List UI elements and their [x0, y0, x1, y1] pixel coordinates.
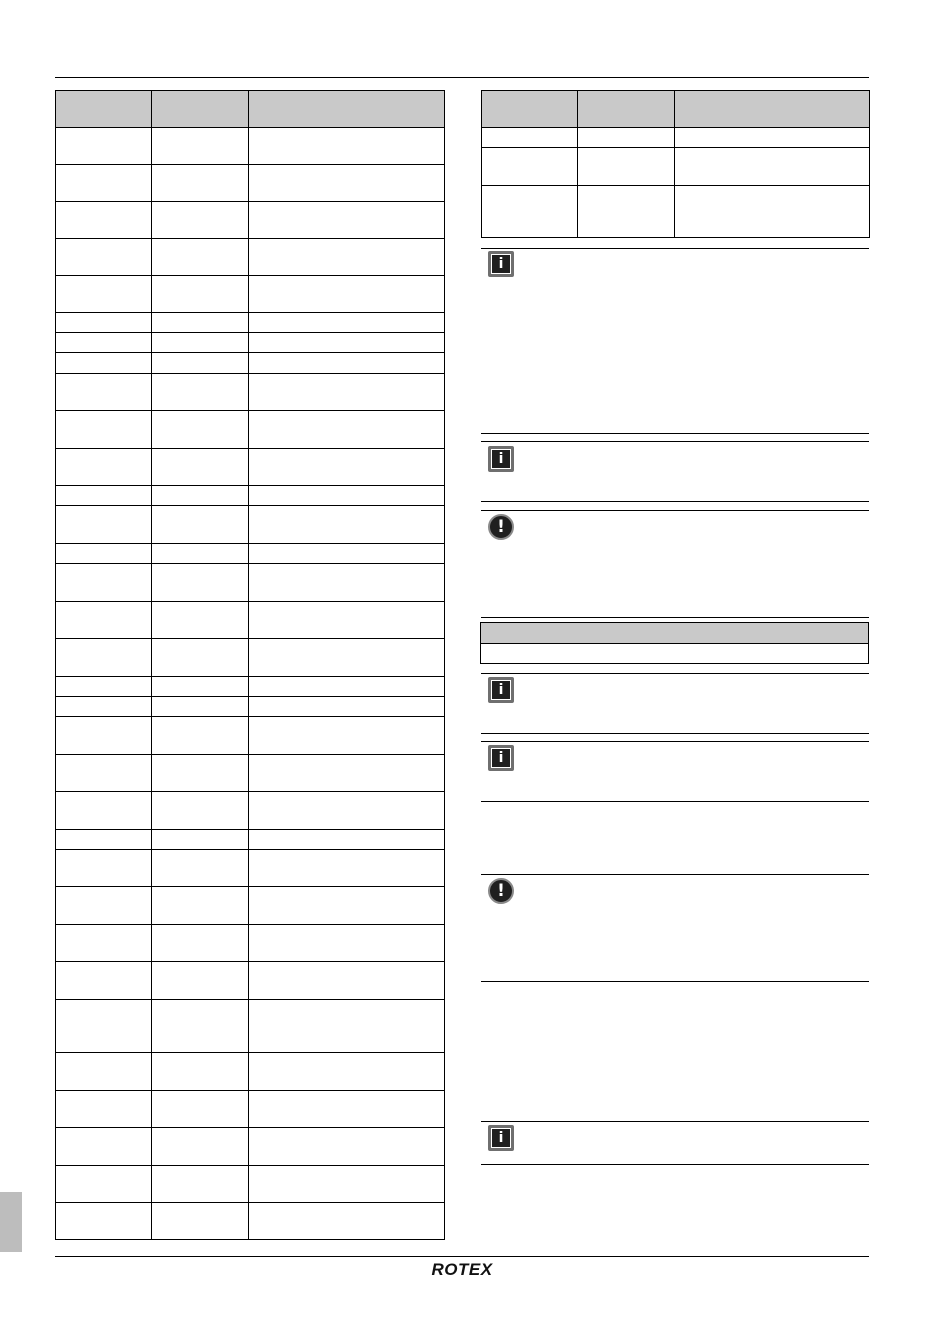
table-cell — [249, 755, 445, 792]
note-bottom-rule — [481, 801, 869, 802]
table-cell — [56, 165, 152, 202]
header-cell — [56, 91, 152, 128]
table-cell — [249, 374, 445, 411]
table-cell — [249, 830, 445, 850]
info-icon: i — [488, 745, 514, 771]
table-cell — [152, 544, 249, 564]
table-cell — [152, 128, 249, 165]
table-cell — [249, 639, 445, 677]
table-cell — [249, 1091, 445, 1128]
table-cell — [249, 1203, 445, 1240]
info-icon: i — [488, 1125, 514, 1151]
note-top-rule — [481, 510, 869, 511]
parameter-table-left — [55, 90, 445, 1240]
table-cell — [249, 887, 445, 925]
table-row — [482, 186, 870, 238]
table-cell — [152, 602, 249, 639]
table-cell — [249, 333, 445, 353]
section-heading-row — [480, 643, 869, 664]
table-row — [56, 755, 445, 792]
table-row — [56, 1203, 445, 1240]
section-heading-bar — [480, 622, 869, 644]
table-cell — [56, 1166, 152, 1203]
table-cell — [56, 1203, 152, 1240]
table-cell — [249, 411, 445, 449]
table-cell — [152, 830, 249, 850]
info-icon: i — [488, 677, 514, 703]
warning-icon: ! — [488, 878, 514, 904]
info-icon: i — [488, 446, 514, 472]
table-cell — [152, 925, 249, 962]
table-row — [56, 564, 445, 602]
note-top-rule — [481, 441, 869, 442]
table-cell — [56, 1128, 152, 1166]
note-bottom-rule — [481, 501, 869, 502]
table-cell — [249, 717, 445, 755]
table-row — [56, 544, 445, 564]
table-row — [56, 449, 445, 486]
header-cell — [152, 91, 249, 128]
table-cell — [56, 602, 152, 639]
table-cell — [249, 165, 445, 202]
table-cell — [152, 1166, 249, 1203]
table-cell — [152, 353, 249, 374]
table-row — [56, 411, 445, 449]
table-cell — [249, 697, 445, 717]
table-cell — [56, 792, 152, 830]
table-cell — [56, 830, 152, 850]
table-cell — [249, 486, 445, 506]
table-cell — [249, 128, 445, 165]
table-cell — [56, 128, 152, 165]
table-cell — [56, 677, 152, 697]
table-row — [56, 239, 445, 276]
table-row — [56, 202, 445, 239]
table-row — [56, 1166, 445, 1203]
table-header-row — [482, 91, 870, 128]
table-cell — [56, 544, 152, 564]
table-cell — [249, 602, 445, 639]
table-cell — [152, 1053, 249, 1091]
note-bottom-rule — [481, 733, 869, 734]
table-cell — [152, 449, 249, 486]
table-cell — [152, 962, 249, 1000]
table-cell — [249, 353, 445, 374]
top-rule — [55, 77, 869, 78]
header-cell — [249, 91, 445, 128]
table-row — [56, 830, 445, 850]
table-cell — [249, 792, 445, 830]
table-cell — [249, 202, 445, 239]
table-cell — [152, 755, 249, 792]
header-cell — [578, 91, 675, 128]
table-cell — [152, 697, 249, 717]
table-cell — [56, 276, 152, 313]
footer-rule — [55, 1256, 869, 1257]
info-icon: i — [488, 251, 514, 277]
table-cell — [56, 1053, 152, 1091]
table-cell — [152, 1000, 249, 1053]
table-cell — [56, 564, 152, 602]
table-row — [56, 276, 445, 313]
table-cell — [152, 165, 249, 202]
warning-icon: ! — [488, 514, 514, 540]
table-row — [56, 717, 445, 755]
table-cell — [249, 544, 445, 564]
note-bottom-rule — [481, 433, 869, 434]
table-cell — [56, 1000, 152, 1053]
table-cell — [152, 276, 249, 313]
table-row — [56, 1053, 445, 1091]
table-cell — [56, 239, 152, 276]
table-cell — [152, 1091, 249, 1128]
table-row — [56, 353, 445, 374]
table-cell — [152, 333, 249, 353]
table-cell — [152, 677, 249, 697]
table-cell — [482, 186, 578, 238]
note-top-rule — [481, 673, 869, 674]
table-row — [56, 1128, 445, 1166]
table-cell — [152, 239, 249, 276]
table-cell — [152, 850, 249, 887]
table-cell — [56, 1091, 152, 1128]
table-cell — [56, 353, 152, 374]
note-top-rule — [481, 741, 869, 742]
table-cell — [56, 850, 152, 887]
header-cell — [675, 91, 870, 128]
table-cell — [249, 1000, 445, 1053]
table-cell — [152, 486, 249, 506]
table-cell — [152, 1128, 249, 1166]
table-row — [482, 128, 870, 148]
table-cell — [249, 313, 445, 333]
table-row — [56, 1000, 445, 1053]
table-row — [56, 677, 445, 697]
table-row — [56, 697, 445, 717]
table-cell — [249, 1128, 445, 1166]
table-row — [56, 962, 445, 1000]
table-row — [56, 165, 445, 202]
table-row — [56, 850, 445, 887]
table-cell — [675, 128, 870, 148]
table-cell — [152, 374, 249, 411]
table-cell — [249, 850, 445, 887]
table-row — [56, 639, 445, 677]
table-cell — [675, 148, 870, 186]
table-cell — [249, 1053, 445, 1091]
table-row — [56, 374, 445, 411]
table-row — [56, 313, 445, 333]
table-cell — [56, 887, 152, 925]
table-cell — [56, 962, 152, 1000]
note-top-rule — [481, 1121, 869, 1122]
table-cell — [482, 148, 578, 186]
table-cell — [152, 202, 249, 239]
table-header-row — [56, 91, 445, 128]
table-cell — [249, 564, 445, 602]
note-bottom-rule — [481, 617, 869, 618]
table-cell — [249, 506, 445, 544]
table-cell — [578, 186, 675, 238]
note-bottom-rule — [481, 981, 869, 982]
table-cell — [249, 1166, 445, 1203]
table-cell — [152, 411, 249, 449]
table-cell — [152, 792, 249, 830]
table-cell — [56, 486, 152, 506]
table-row — [56, 925, 445, 962]
rotex-logo: ROTEX — [431, 1260, 493, 1279]
table-cell — [152, 506, 249, 544]
table-row — [56, 887, 445, 925]
table-cell — [56, 411, 152, 449]
table-cell — [578, 128, 675, 148]
table-row — [56, 486, 445, 506]
table-cell — [152, 564, 249, 602]
header-cell — [482, 91, 578, 128]
parameter-table-right — [481, 90, 870, 238]
table-row — [482, 148, 870, 186]
table-cell — [249, 449, 445, 486]
table-cell — [152, 1203, 249, 1240]
table-row — [56, 333, 445, 353]
table-cell — [56, 333, 152, 353]
table-cell — [482, 128, 578, 148]
table-cell — [675, 186, 870, 238]
table-cell — [249, 925, 445, 962]
table-cell — [56, 449, 152, 486]
table-cell — [56, 925, 152, 962]
table-cell — [56, 202, 152, 239]
table-cell — [152, 313, 249, 333]
table-cell — [56, 755, 152, 792]
table-row — [56, 128, 445, 165]
note-bottom-rule — [481, 1164, 869, 1165]
table-cell — [56, 717, 152, 755]
note-top-rule — [481, 874, 869, 875]
table-cell — [56, 639, 152, 677]
table-row — [56, 792, 445, 830]
table-cell — [249, 677, 445, 697]
table-row — [56, 506, 445, 544]
chapter-side-tab — [0, 1192, 22, 1252]
table-cell — [56, 697, 152, 717]
table-row — [56, 1091, 445, 1128]
table-cell — [249, 239, 445, 276]
table-row — [56, 602, 445, 639]
table-cell — [249, 962, 445, 1000]
table-cell — [578, 148, 675, 186]
table-cell — [152, 717, 249, 755]
table-cell — [152, 639, 249, 677]
table-cell — [152, 887, 249, 925]
table-cell — [56, 374, 152, 411]
note-top-rule — [481, 248, 869, 249]
table-cell — [56, 506, 152, 544]
table-cell — [249, 276, 445, 313]
table-cell — [56, 313, 152, 333]
